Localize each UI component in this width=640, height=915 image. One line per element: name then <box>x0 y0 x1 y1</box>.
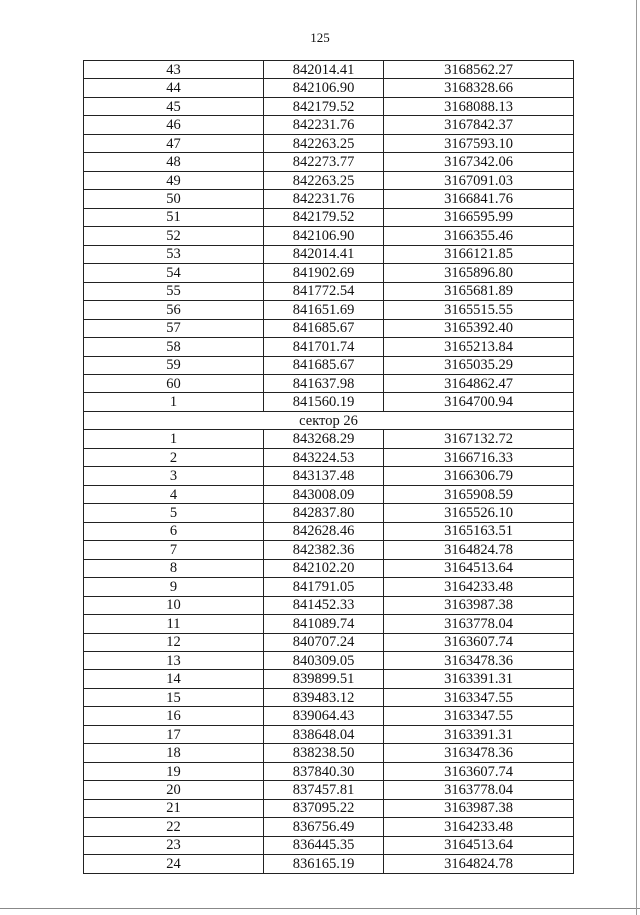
x-coordinate-cell: 843137.48 <box>264 467 384 485</box>
x-coordinate-cell: 841089.74 <box>264 615 384 633</box>
point-number-cell: 45 <box>84 97 264 115</box>
point-number-cell: 51 <box>84 208 264 226</box>
point-number-cell: 58 <box>84 338 264 356</box>
section-label: сектор 26 <box>84 411 574 429</box>
table-row <box>84 578 574 596</box>
point-number-cell: 49 <box>84 171 264 189</box>
x-coordinate-cell: 842628.46 <box>264 522 384 540</box>
table-row <box>84 448 574 466</box>
table-row <box>84 467 574 485</box>
y-coordinate-cell: 3166355.46 <box>384 227 574 245</box>
y-coordinate-cell: 3163778.04 <box>384 781 574 799</box>
y-coordinate-cell: 3163347.55 <box>384 707 574 725</box>
y-coordinate-cell: 3166121.85 <box>384 245 574 263</box>
table-row <box>84 615 574 633</box>
y-coordinate-cell: 3167593.10 <box>384 134 574 152</box>
point-number-cell: 47 <box>84 134 264 152</box>
point-number-cell: 57 <box>84 319 264 337</box>
x-coordinate-cell: 842106.90 <box>264 227 384 245</box>
x-coordinate-cell: 836165.19 <box>264 855 384 873</box>
x-coordinate-cell: 842382.36 <box>264 541 384 559</box>
y-coordinate-cell: 3165392.40 <box>384 319 574 337</box>
point-number-cell: 21 <box>84 799 264 817</box>
y-coordinate-cell: 3164513.64 <box>384 836 574 854</box>
y-coordinate-cell: 3163478.36 <box>384 652 574 670</box>
point-number-cell: 59 <box>84 356 264 374</box>
table-row <box>84 97 574 115</box>
table-row <box>84 79 574 97</box>
x-coordinate-cell: 841637.98 <box>264 374 384 392</box>
y-coordinate-cell: 3168328.66 <box>384 79 574 97</box>
table-row <box>84 134 574 152</box>
point-number-cell: 52 <box>84 227 264 245</box>
table-row <box>84 836 574 854</box>
x-coordinate-cell: 841701.74 <box>264 338 384 356</box>
point-number-cell: 22 <box>84 818 264 836</box>
table-row <box>84 504 574 522</box>
x-coordinate-cell: 842106.90 <box>264 79 384 97</box>
point-number-cell: 13 <box>84 652 264 670</box>
point-number-cell: 48 <box>84 153 264 171</box>
y-coordinate-cell: 3165035.29 <box>384 356 574 374</box>
y-coordinate-cell: 3164824.78 <box>384 541 574 559</box>
point-number-cell: 18 <box>84 744 264 762</box>
point-number-cell: 5 <box>84 504 264 522</box>
table-row <box>84 818 574 836</box>
x-coordinate-cell: 841685.67 <box>264 319 384 337</box>
table-row <box>84 227 574 245</box>
point-number-cell: 60 <box>84 374 264 392</box>
y-coordinate-cell: 3165526.10 <box>384 504 574 522</box>
y-coordinate-cell: 3163478.36 <box>384 744 574 762</box>
y-coordinate-cell: 3166595.99 <box>384 208 574 226</box>
point-number-cell: 46 <box>84 116 264 134</box>
y-coordinate-cell: 3164824.78 <box>384 855 574 873</box>
x-coordinate-cell: 842179.52 <box>264 97 384 115</box>
x-coordinate-cell: 838648.04 <box>264 725 384 743</box>
y-coordinate-cell: 3164233.48 <box>384 818 574 836</box>
y-coordinate-cell: 3167342.06 <box>384 153 574 171</box>
scan-right-edge <box>636 0 637 915</box>
point-number-cell: 4 <box>84 485 264 503</box>
y-coordinate-cell: 3163778.04 <box>384 615 574 633</box>
x-coordinate-cell: 841685.67 <box>264 356 384 374</box>
coordinates-table <box>83 60 574 874</box>
point-number-cell: 17 <box>84 725 264 743</box>
point-number-cell: 1 <box>84 393 264 411</box>
y-coordinate-cell: 3165213.84 <box>384 338 574 356</box>
y-coordinate-cell: 3164233.48 <box>384 578 574 596</box>
table-row <box>84 707 574 725</box>
y-coordinate-cell: 3165681.89 <box>384 282 574 300</box>
table-row <box>84 190 574 208</box>
x-coordinate-cell: 841560.19 <box>264 393 384 411</box>
point-number-cell: 3 <box>84 467 264 485</box>
table-row <box>84 688 574 706</box>
point-number-cell: 55 <box>84 282 264 300</box>
point-number-cell: 44 <box>84 79 264 97</box>
table-row <box>84 670 574 688</box>
y-coordinate-cell: 3164513.64 <box>384 559 574 577</box>
y-coordinate-cell: 3168088.13 <box>384 97 574 115</box>
point-number-cell: 56 <box>84 301 264 319</box>
y-coordinate-cell: 3163391.31 <box>384 670 574 688</box>
table-row <box>84 522 574 540</box>
y-coordinate-cell: 3163607.74 <box>384 762 574 780</box>
table-row <box>84 301 574 319</box>
point-number-cell: 50 <box>84 190 264 208</box>
y-coordinate-cell: 3165908.59 <box>384 485 574 503</box>
y-coordinate-cell: 3163987.38 <box>384 799 574 817</box>
x-coordinate-cell: 842014.41 <box>264 61 384 79</box>
point-number-cell: 15 <box>84 688 264 706</box>
x-coordinate-cell: 842263.25 <box>264 171 384 189</box>
table-row <box>84 559 574 577</box>
point-number-cell: 6 <box>84 522 264 540</box>
table-row <box>84 485 574 503</box>
point-number-cell: 53 <box>84 245 264 263</box>
section-header-row <box>84 411 574 429</box>
table-row <box>84 171 574 189</box>
table-row <box>84 393 574 411</box>
table-row <box>84 208 574 226</box>
table-row <box>84 799 574 817</box>
x-coordinate-cell: 839064.43 <box>264 707 384 725</box>
x-coordinate-cell: 841902.69 <box>264 264 384 282</box>
x-coordinate-cell: 842179.52 <box>264 208 384 226</box>
point-number-cell: 23 <box>84 836 264 854</box>
point-number-cell: 9 <box>84 578 264 596</box>
table-row <box>84 762 574 780</box>
table-row <box>84 374 574 392</box>
point-number-cell: 24 <box>84 855 264 873</box>
x-coordinate-cell: 841651.69 <box>264 301 384 319</box>
x-coordinate-cell: 842263.25 <box>264 134 384 152</box>
point-number-cell: 14 <box>84 670 264 688</box>
x-coordinate-cell: 841452.33 <box>264 596 384 614</box>
point-number-cell: 10 <box>84 596 264 614</box>
x-coordinate-cell: 839483.12 <box>264 688 384 706</box>
x-coordinate-cell: 836756.49 <box>264 818 384 836</box>
table-row <box>84 153 574 171</box>
coordinates-table-body <box>84 61 574 874</box>
x-coordinate-cell: 837095.22 <box>264 799 384 817</box>
x-coordinate-cell: 840707.24 <box>264 633 384 651</box>
point-number-cell: 54 <box>84 264 264 282</box>
table-row <box>84 652 574 670</box>
point-number-cell: 43 <box>84 61 264 79</box>
y-coordinate-cell: 3163607.74 <box>384 633 574 651</box>
point-number-cell: 7 <box>84 541 264 559</box>
table-row <box>84 596 574 614</box>
x-coordinate-cell: 840309.05 <box>264 652 384 670</box>
table-row <box>84 855 574 873</box>
x-coordinate-cell: 843008.09 <box>264 485 384 503</box>
table-row <box>84 781 574 799</box>
x-coordinate-cell: 842102.20 <box>264 559 384 577</box>
point-number-cell: 19 <box>84 762 264 780</box>
x-coordinate-cell: 839899.51 <box>264 670 384 688</box>
point-number-cell: 16 <box>84 707 264 725</box>
y-coordinate-cell: 3164700.94 <box>384 393 574 411</box>
table-row <box>84 338 574 356</box>
x-coordinate-cell: 837840.30 <box>264 762 384 780</box>
y-coordinate-cell: 3166841.76 <box>384 190 574 208</box>
x-coordinate-cell: 841791.05 <box>264 578 384 596</box>
y-coordinate-cell: 3168562.27 <box>384 61 574 79</box>
y-coordinate-cell: 3163987.38 <box>384 596 574 614</box>
y-coordinate-cell: 3165163.51 <box>384 522 574 540</box>
table-row <box>84 61 574 79</box>
x-coordinate-cell: 842231.76 <box>264 190 384 208</box>
x-coordinate-cell: 842231.76 <box>264 116 384 134</box>
y-coordinate-cell: 3167132.72 <box>384 430 574 448</box>
table-row <box>84 744 574 762</box>
y-coordinate-cell: 3166306.79 <box>384 467 574 485</box>
y-coordinate-cell: 3166716.33 <box>384 448 574 466</box>
table-row <box>84 633 574 651</box>
y-coordinate-cell: 3163347.55 <box>384 688 574 706</box>
x-coordinate-cell: 836445.35 <box>264 836 384 854</box>
page-number: 125 <box>310 30 330 45</box>
y-coordinate-cell: 3163391.31 <box>384 725 574 743</box>
point-number-cell: 20 <box>84 781 264 799</box>
x-coordinate-cell: 841772.54 <box>264 282 384 300</box>
x-coordinate-cell: 843268.29 <box>264 430 384 448</box>
table-row <box>84 725 574 743</box>
scan-bottom-edge <box>0 908 640 909</box>
y-coordinate-cell: 3165896.80 <box>384 264 574 282</box>
table-row <box>84 282 574 300</box>
table-row <box>84 541 574 559</box>
table-row <box>84 116 574 134</box>
x-coordinate-cell: 838238.50 <box>264 744 384 762</box>
point-number-cell: 1 <box>84 430 264 448</box>
y-coordinate-cell: 3167091.03 <box>384 171 574 189</box>
y-coordinate-cell: 3165515.55 <box>384 301 574 319</box>
point-number-cell: 11 <box>84 615 264 633</box>
x-coordinate-cell: 842273.77 <box>264 153 384 171</box>
x-coordinate-cell: 842014.41 <box>264 245 384 263</box>
point-number-cell: 2 <box>84 448 264 466</box>
y-coordinate-cell: 3167842.37 <box>384 116 574 134</box>
table-row <box>84 264 574 282</box>
table-row <box>84 430 574 448</box>
table-row <box>84 356 574 374</box>
point-number-cell: 8 <box>84 559 264 577</box>
y-coordinate-cell: 3164862.47 <box>384 374 574 392</box>
x-coordinate-cell: 842837.80 <box>264 504 384 522</box>
x-coordinate-cell: 837457.81 <box>264 781 384 799</box>
x-coordinate-cell: 843224.53 <box>264 448 384 466</box>
table-row <box>84 319 574 337</box>
table-row <box>84 245 574 263</box>
point-number-cell: 12 <box>84 633 264 651</box>
